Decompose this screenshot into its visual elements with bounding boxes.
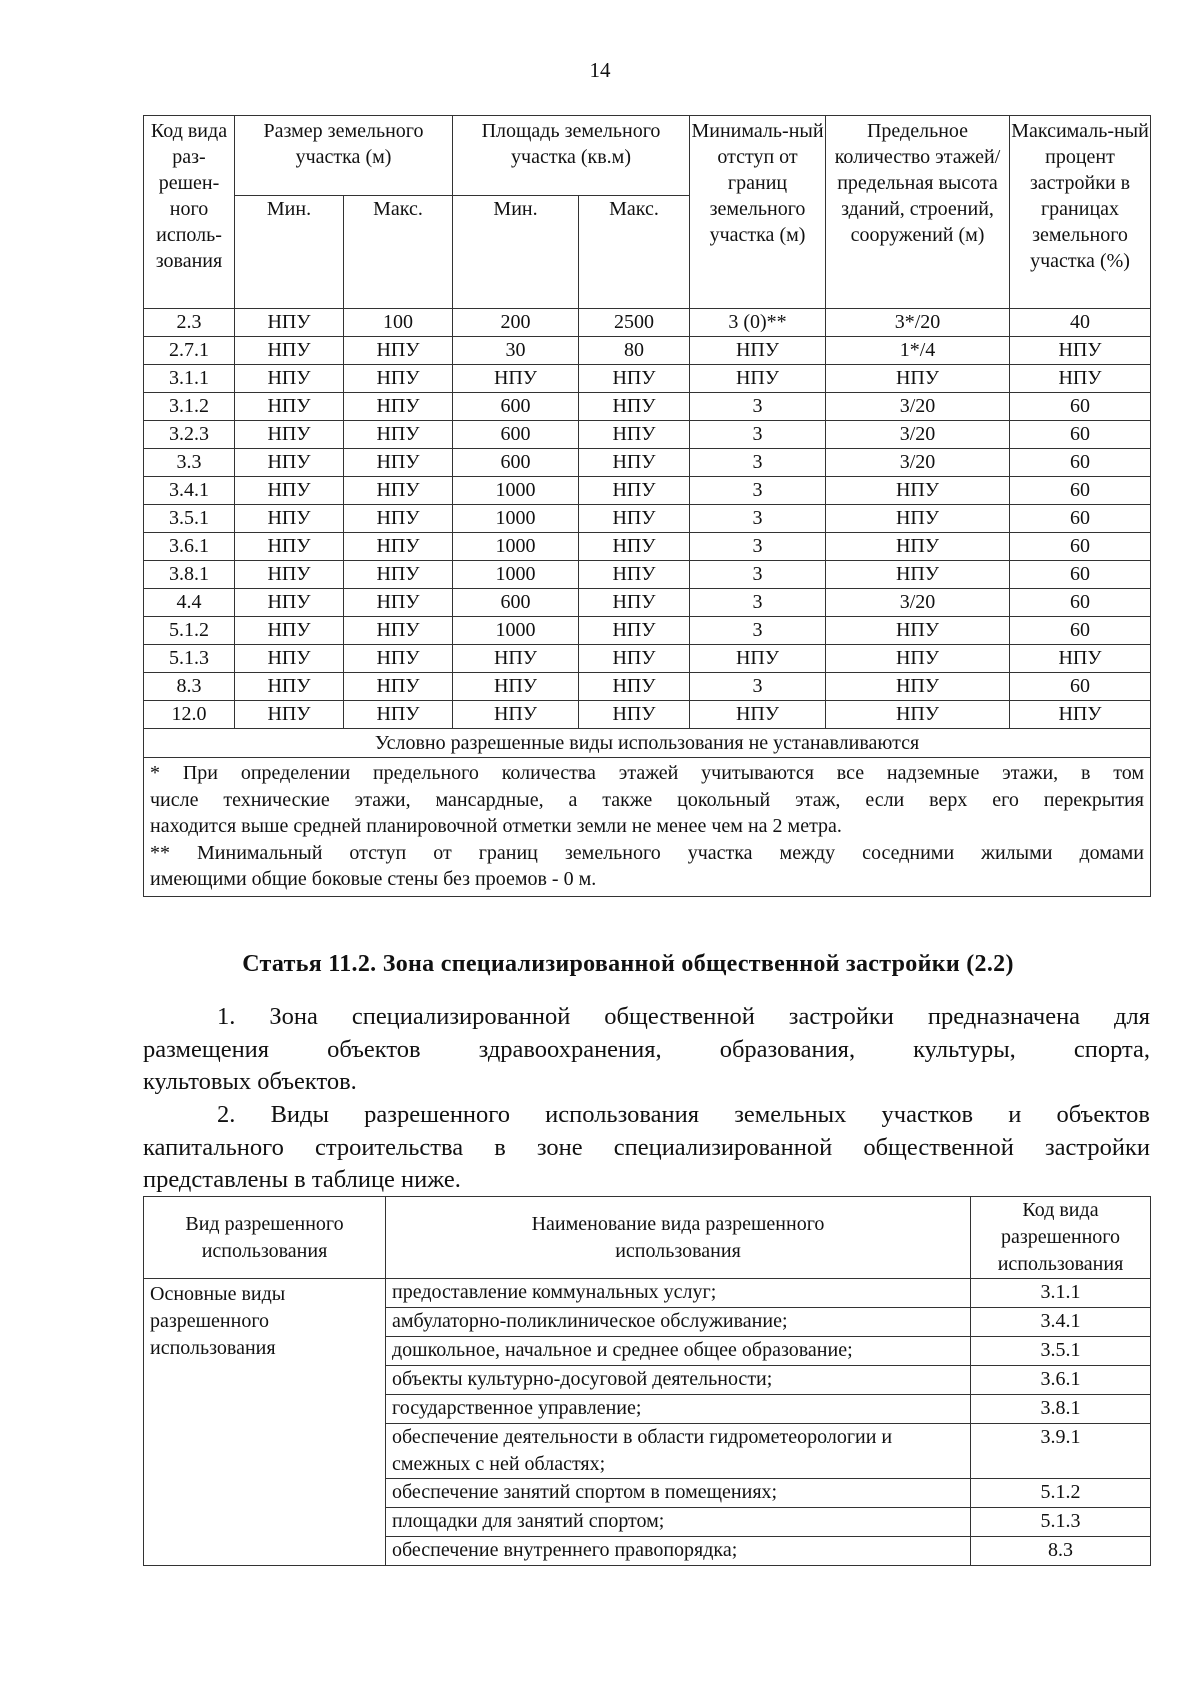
- table-cell: 3: [690, 589, 826, 617]
- table-cell: 5.1.3: [144, 645, 235, 673]
- table-cell: 8.3: [144, 673, 235, 701]
- table-cell: 3: [690, 477, 826, 505]
- table-row: [144, 617, 1151, 645]
- table-cell: 600: [453, 393, 579, 421]
- table-row: [144, 393, 1151, 421]
- table-cell: НПУ: [826, 533, 1010, 561]
- header-plot-size: Размер земельного участка (м): [235, 116, 453, 196]
- table-cell: НПУ: [235, 477, 344, 505]
- use-name-cell: предоставление коммунальных услуг;: [386, 1279, 971, 1308]
- table-row: [144, 505, 1151, 533]
- table-cell: НПУ: [579, 393, 690, 421]
- footnote-line: * При определении предельного количества этажей учитываются все надземные этажи, в том: [150, 762, 1145, 784]
- paragraph-2: [143, 1099, 1150, 1197]
- table-cell: 4.4: [144, 589, 235, 617]
- table-cell: НПУ: [235, 673, 344, 701]
- table-row: [144, 449, 1151, 477]
- table-cell: НПУ: [579, 701, 690, 729]
- table-cell: 60: [1010, 449, 1151, 477]
- table-cell: 60: [1010, 421, 1151, 449]
- table-cell: НПУ: [344, 645, 453, 673]
- permitted-uses-table: [143, 1196, 1151, 1566]
- table-cell: 1000: [453, 561, 579, 589]
- table-cell: 200: [453, 309, 579, 337]
- text-line: капитального строительства в зоне специализированной общественной застройки: [143, 1133, 1150, 1161]
- use-code-cell: 3.9.1: [971, 1424, 1151, 1479]
- table-cell: НПУ: [690, 365, 826, 393]
- table-cell: 3: [690, 449, 826, 477]
- table-cell: 1*/4: [826, 337, 1010, 365]
- table-cell: 2500: [579, 309, 690, 337]
- table-cell: 2.7.1: [144, 337, 235, 365]
- table-cell: 3.6.1: [144, 533, 235, 561]
- header-code: Код вида раз-решен-ного исполь-зования: [144, 116, 235, 309]
- table-cell: НПУ: [235, 533, 344, 561]
- table-cell: НПУ: [826, 365, 1010, 393]
- footnotes-cell: [144, 758, 1151, 897]
- table-cell: НПУ: [579, 449, 690, 477]
- header-size-max: Макс.: [344, 196, 453, 309]
- table-cell: НПУ: [235, 309, 344, 337]
- table-cell: НПУ: [453, 365, 579, 393]
- table-cell: 5.1.2: [144, 617, 235, 645]
- table-cell: НПУ: [344, 589, 453, 617]
- table-cell: НПУ: [344, 617, 453, 645]
- table-cell: НПУ: [235, 645, 344, 673]
- use-name-cell: обеспечение занятий спортом в помещениях;: [386, 1479, 971, 1508]
- text-line: представлены в таблице ниже.: [143, 1166, 461, 1193]
- table-cell: 3/20: [826, 449, 1010, 477]
- table-cell: 1000: [453, 477, 579, 505]
- table-cell: 3: [690, 505, 826, 533]
- text-line: 2. Виды разрешенного использования земельных участков и объектов: [217, 1101, 1150, 1128]
- table-cell: 60: [1010, 533, 1151, 561]
- use-code-cell: 3.5.1: [971, 1337, 1151, 1366]
- table-cell: 600: [453, 449, 579, 477]
- table-cell: 3: [690, 617, 826, 645]
- header-coverage: Максималь-ный процент застройки в границах земельного участка (%): [1010, 116, 1151, 309]
- table-cell: 3.5.1: [144, 505, 235, 533]
- table-cell: НПУ: [579, 673, 690, 701]
- table-cell: 1000: [453, 617, 579, 645]
- table-cell: НПУ: [1010, 645, 1151, 673]
- table-cell: 3/20: [826, 589, 1010, 617]
- header-size-min: Мин.: [235, 196, 344, 309]
- use-code-cell: 3.6.1: [971, 1366, 1151, 1395]
- table-row: [144, 645, 1151, 673]
- table-cell: НПУ: [1010, 337, 1151, 365]
- use-code-cell: 5.1.2: [971, 1479, 1151, 1508]
- table-cell: НПУ: [826, 561, 1010, 589]
- table-cell: 3: [690, 421, 826, 449]
- table-cell: 2.3: [144, 309, 235, 337]
- table-cell: НПУ: [344, 365, 453, 393]
- use-name-cell: обеспечение деятельности в области гидрометеорологии и смежных с ней областях;: [386, 1424, 971, 1479]
- table-cell: 3.2.3: [144, 421, 235, 449]
- table-cell: НПУ: [235, 449, 344, 477]
- header-setback: Минималь-ный отступ от границ земельного участка (м): [690, 116, 826, 309]
- table-cell: НПУ: [579, 533, 690, 561]
- table-row: [144, 365, 1151, 393]
- table-cell: НПУ: [235, 505, 344, 533]
- params-table-body: [144, 309, 1151, 729]
- table-cell: НПУ: [344, 533, 453, 561]
- table-cell: НПУ: [235, 589, 344, 617]
- conditional-uses-note: Условно разрешенные виды использования не устанавливаются: [144, 729, 1151, 758]
- uses-table-body: [144, 1279, 1151, 1566]
- table-cell: НПУ: [235, 337, 344, 365]
- text-line: культовых объектов.: [143, 1068, 357, 1095]
- header-use-name: Наименование вида разрешенного использования: [386, 1197, 971, 1279]
- table-row: [144, 673, 1151, 701]
- table-cell: 60: [1010, 589, 1151, 617]
- table-cell: 60: [1010, 393, 1151, 421]
- table-cell: 600: [453, 421, 579, 449]
- footnote-line: ** Минимальный отступ от границ земельного участка между соседними жилыми домами: [150, 841, 1145, 864]
- use-code-cell: 8.3: [971, 1537, 1151, 1566]
- table-cell: 60: [1010, 477, 1151, 505]
- use-code-cell: 3.8.1: [971, 1395, 1151, 1424]
- table-cell: НПУ: [453, 645, 579, 673]
- use-name-cell: объекты культурно-досуговой деятельности;: [386, 1366, 971, 1395]
- footnote-floors: [150, 760, 1144, 840]
- footnote-line: имеющими общие боковые стены без проемов - 0 м.: [150, 868, 597, 890]
- use-name-cell: государственное управление;: [386, 1395, 971, 1424]
- use-name-cell: амбулаторно-поликлиническое обслуживание;: [386, 1308, 971, 1337]
- table-cell: НПУ: [235, 617, 344, 645]
- table-cell: НПУ: [579, 365, 690, 393]
- table-cell: 12.0: [144, 701, 235, 729]
- table-cell: НПУ: [235, 561, 344, 589]
- text-line: размещения объектов здравоохранения, образования, культуры, спорта,: [143, 1035, 1150, 1063]
- table-cell: НПУ: [826, 617, 1010, 645]
- table-cell: 3.1.2: [144, 393, 235, 421]
- table-cell: НПУ: [579, 561, 690, 589]
- footnote-setback: [150, 840, 1144, 893]
- header-area-max: Макс.: [579, 196, 690, 309]
- header-plot-area: Площадь земельного участка (кв.м): [453, 116, 690, 196]
- table-cell: 3/20: [826, 393, 1010, 421]
- table-cell: 3.8.1: [144, 561, 235, 589]
- table-row: [144, 309, 1151, 337]
- use-name-cell: обеспечение внутреннего правопорядка;: [386, 1537, 971, 1566]
- table-cell: 3*/20: [826, 309, 1010, 337]
- table-row: [144, 337, 1151, 365]
- table-row: [144, 1279, 1151, 1308]
- main-uses-group-label: Основные виды разрешенного использования: [144, 1279, 386, 1566]
- footnote-line: находится выше средней планировочной отметки земли не менее чем на 2 метра.: [150, 815, 842, 837]
- table-cell: НПУ: [690, 701, 826, 729]
- table-cell: НПУ: [826, 645, 1010, 673]
- table-cell: НПУ: [579, 505, 690, 533]
- table-cell: НПУ: [826, 477, 1010, 505]
- table-row: [144, 533, 1151, 561]
- table-cell: 3: [690, 533, 826, 561]
- table-cell: 40: [1010, 309, 1151, 337]
- table-cell: 100: [344, 309, 453, 337]
- table-cell: НПУ: [826, 701, 1010, 729]
- header-use-type: Вид разрешенного использования: [144, 1197, 386, 1279]
- table-cell: НПУ: [344, 505, 453, 533]
- table-row: [144, 477, 1151, 505]
- table-cell: 60: [1010, 505, 1151, 533]
- table-cell: НПУ: [344, 701, 453, 729]
- table-cell: НПУ: [453, 701, 579, 729]
- table-cell: НПУ: [344, 421, 453, 449]
- header-area-min: Мин.: [453, 196, 579, 309]
- table-row: [144, 421, 1151, 449]
- table-cell: НПУ: [690, 337, 826, 365]
- use-code-cell: 5.1.3: [971, 1508, 1151, 1537]
- header-use-code: Код вида разрешенного использования: [971, 1197, 1151, 1279]
- text-line: 1. Зона специализированной общественной застройки предназначена для: [217, 1003, 1150, 1030]
- paragraph-1: [143, 1001, 1150, 1099]
- page-number: 14: [589, 58, 611, 82]
- table-cell: НПУ: [579, 645, 690, 673]
- table-cell: 3: [690, 561, 826, 589]
- table-row: [144, 561, 1151, 589]
- table-cell: НПУ: [235, 421, 344, 449]
- land-parameters-table: [143, 115, 1151, 897]
- table-cell: НПУ: [235, 701, 344, 729]
- table-cell: 3 (0)**: [690, 309, 826, 337]
- table-cell: НПУ: [826, 673, 1010, 701]
- use-code-cell: 3.4.1: [971, 1308, 1151, 1337]
- table-cell: НПУ: [344, 477, 453, 505]
- table-cell: 3: [690, 673, 826, 701]
- table-cell: 3/20: [826, 421, 1010, 449]
- table-cell: НПУ: [344, 673, 453, 701]
- table-row: [144, 589, 1151, 617]
- table-cell: 600: [453, 589, 579, 617]
- table-cell: 3.3: [144, 449, 235, 477]
- table-cell: 60: [1010, 617, 1151, 645]
- header-floors: Предельное количество этажей/ предельная высота зданий, строений, сооружений (м): [826, 116, 1010, 309]
- table-cell: 30: [453, 337, 579, 365]
- table-cell: НПУ: [579, 589, 690, 617]
- article-title: Статья 11.2. Зона специализированной общественной застройки (2.2): [242, 951, 1014, 977]
- table-cell: НПУ: [579, 617, 690, 645]
- table-cell: 60: [1010, 673, 1151, 701]
- table-cell: НПУ: [235, 393, 344, 421]
- table-cell: НПУ: [690, 645, 826, 673]
- table-cell: 3: [690, 393, 826, 421]
- table-cell: НПУ: [1010, 365, 1151, 393]
- table-cell: НПУ: [344, 449, 453, 477]
- table-cell: 60: [1010, 561, 1151, 589]
- table-cell: 1000: [453, 533, 579, 561]
- table-cell: НПУ: [1010, 701, 1151, 729]
- footnote-line: числе технические этажи, мансардные, а также цокольный этаж, если верх его перекрытия: [150, 788, 1145, 811]
- table-cell: НПУ: [579, 477, 690, 505]
- table-cell: НПУ: [453, 673, 579, 701]
- table-cell: 3.4.1: [144, 477, 235, 505]
- use-code-cell: 3.1.1: [971, 1279, 1151, 1308]
- table-row: [144, 701, 1151, 729]
- use-name-cell: площадки для занятий спортом;: [386, 1508, 971, 1537]
- table-cell: 1000: [453, 505, 579, 533]
- table-cell: НПУ: [235, 365, 344, 393]
- use-name-cell: дошкольное, начальное и среднее общее образование;: [386, 1337, 971, 1366]
- table-cell: НПУ: [344, 337, 453, 365]
- table-cell: НПУ: [344, 561, 453, 589]
- table-cell: 3.1.1: [144, 365, 235, 393]
- table-cell: 80: [579, 337, 690, 365]
- table-cell: НПУ: [826, 505, 1010, 533]
- table-cell: НПУ: [579, 421, 690, 449]
- table-cell: НПУ: [344, 393, 453, 421]
